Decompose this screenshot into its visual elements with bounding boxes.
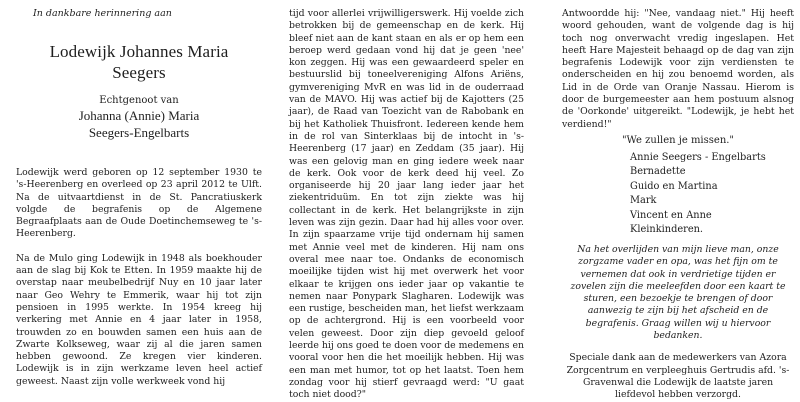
family-member: Annie Seegers - Engelbarts (630, 151, 766, 163)
spouse-name-line2: Seegers-Engelbarts (88, 125, 190, 140)
middle-column (276, 0, 530, 401)
family-list (630, 151, 794, 238)
spouse-name-line1: Johanna (Annie) Maria (78, 108, 200, 123)
family-member: Mark (630, 195, 657, 207)
family-member: Bernadette (630, 166, 686, 178)
deceased-name (16, 41, 262, 83)
intro-line: In dankbare herinnering aan (33, 8, 172, 19)
family-member: Vincent en Anne (630, 209, 712, 221)
left-column (0, 0, 268, 401)
thanks-paragraph: Na het overlijden van mijn lieve man, onze zorgzame vader en opa, was het fijn om te vernemen dat ook in verdrietige tijden er zovelen zijn die meeleefden door een kaart te sturen, een bezoekje te brengen of door aanwezig te zijn bij het afscheid en de begrafenis. Graag willen wij u hiervoor bedanken. (570, 243, 786, 342)
spouse-name (16, 107, 262, 141)
right-column (548, 0, 800, 401)
biography-text: tijd voor allerlei vrijwilligerswerk. Hij voelde zich betrokken bij de gemeenschap en de kerk. Hij bleef niet aan de kant staan en als er op hem een beroep werd gedaan vond hij dat je geen 'nee' kon zeggen. Hij was een gewaardeerd speler en bestuurslid bij toneelvereniging Alfons Ariëns, gymvereniging MvR en was lid in de ouderraad van de MAVO. Hij was actief bij de Kajotters (25 jaar), de Raad van Toezicht van de Rabobank en bij het Katholiek Thuisfront. Iedereen kende hem in de rol van Sinterklaas bij de intocht in 's-Heerenberg (17 jaar) en Zeddam (35 jaar). Hij was een gelovig man en ging iedere week naar de kerk. Ook voor de kerk deed hij veel. Zo organiseerde hij 20 jaar lang ieder jaar het ziekentriduüm. En tot zijn ziekte was hij collectant in de kerk. Het belangrijkste in zijn leven was zijn gezin. Daar had hij alles voor over. In zijn spaarzame vrije tijd ondernam hij samen met Annie veel met de kinderen. Hij nam ons overal mee naar toe. Ondanks de economisch moeilijke tijden wist hij met overwerk het voor elkaar te krijgen ons ieder jaar op vakantie te nemen naar Ponypark Slagharen. Lodewijk was een rustige, bescheiden man, het liefst werkzaam op de achtergrond. Hij is een voorbeeld voor velen geweest. Door zijn diep gevoeld geloof leerde hij ons goed te doen voor de medemens en vooral voor hen die het moeilijk hebben. Hij was een man met humor, tot op het laatst. Toen hem zondag voor hij stierf gevraagd werd: "U gaat toch niet dood?" (289, 8, 524, 401)
family-member: Guido en Martina (630, 180, 718, 192)
deceased-name-line1: Lodewijk Johannes Maria (49, 42, 229, 61)
spouse-label: Echtgenoot van (99, 95, 179, 106)
honor-paragraph: Antwoordde hij: "Nee, vandaag niet." Hij heeft woord gehouden, want de volgende dag is hij toch nog onverwacht vredig ingeslapen. Het heeft Hare Majesteit behaagd op de dag van zijn begrafenis Lodewijk voor zijn verdiensten te onderscheiden en hij zou benoemd worden, als Lid in de Orde van Oranje Nassau. Hierom is door de burgemeester aan hem postuum alsnog de 'Oorkonde' uitgereikt. "Lodewijk, je hebt het verdiend!" (562, 8, 794, 130)
birth-death-paragraph: Lodewijk werd geboren op 12 september 1930 te 's-Heerenberg en overleed op 23 april 2012 te Ulft. Na de uitvaartdienst in de St. Pancratiuskerk volgde de begrafenis op de Algemene Begraafplaats aan de Oude Doetinchemseweg te 's-Heerenberg. (16, 167, 262, 240)
life-paragraph: Na de Mulo ging Lodewijk in 1948 als boekhouder aan de slag bij Kok te Etten. In 1959 maakte hij de overstap naar meubelbedrijf Nuy en 10 jaar later naar Geo Wehry te Emmerik, waar hij tot zijn pensioen in 1995 werkte. In 1954 kreeg hij verkering met Annie en 4 jaar later in 1958, trouwden zo en bouwden samen een huis aan de Zwarte Kolkseweg, waar zij al die jaren samen hebben gewoond. Ze kregen vier kinderen. Lodewijk is in zijn werkzame leven heel actief geweest. Naast zijn volle werkweek vond hij (16, 252, 262, 387)
deceased-name-line2: Seegers (112, 63, 166, 82)
farewell-quote: "We zullen je missen." (621, 134, 735, 146)
staff-thanks-paragraph: Speciale dank aan de medewerkers van Azora Zorgcentrum en verpleeghuis Gertrudis afd. 's-Gravenwal die Lodewijk de laatste jaren liefdevol hebben verzorgd. (566, 352, 790, 401)
family-member: Kleinkinderen. (630, 224, 704, 236)
